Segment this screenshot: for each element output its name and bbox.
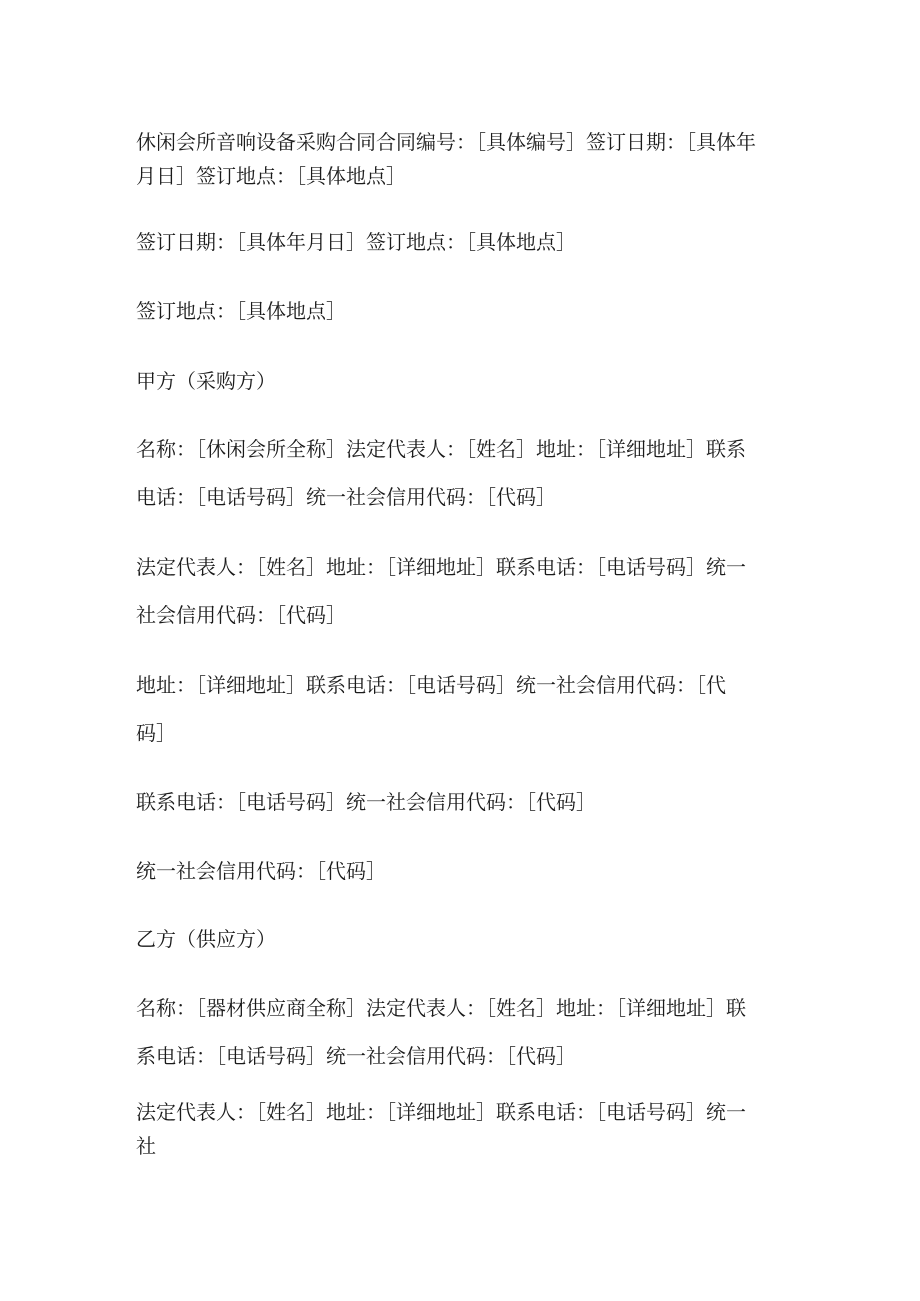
paragraph-party-b-name xyxy=(136,994,784,1070)
paragraph-party-a-name xyxy=(136,435,784,511)
text-line: 社会信用代码：［代码］ xyxy=(136,603,346,627)
paragraph-party-a-phone xyxy=(136,788,784,816)
text-line: 系电话：［电话号码］统一社会信用代码：［代码］ xyxy=(136,1044,576,1068)
text-line: 名称：［休闲会所全称］法定代表人：［姓名］地址：［详细地址］联系 xyxy=(136,437,746,461)
paragraph-title xyxy=(136,128,784,190)
text-line: 法定代表人：［姓名］地址：［详细地址］联系电话：［电话号码］统一 xyxy=(136,555,746,579)
text-line: 统一社会信用代码：［代码］ xyxy=(136,859,386,883)
text-line: 码］ xyxy=(136,721,176,745)
text-line: 地址：［详细地址］联系电话：［电话号码］统一社会信用代码：［代 xyxy=(136,673,726,697)
paragraph-party-a-address xyxy=(136,671,784,747)
paragraph-party-a-credit-code xyxy=(136,857,784,885)
paragraph-sign-place xyxy=(136,297,784,325)
text-line: 法定代表人：［姓名］地址：［详细地址］联系电话：［电话号码］统一 xyxy=(136,1100,746,1124)
text-line: 联系电话：［电话号码］统一社会信用代码：［代码］ xyxy=(136,790,596,814)
text-line: 名称：［器材供应商全称］法定代表人：［姓名］地址：［详细地址］联 xyxy=(136,996,746,1020)
paragraph-party-b-representative xyxy=(136,1098,784,1160)
section-heading-party-b xyxy=(136,925,784,953)
text-line: 签订地点：［具体地点］ xyxy=(136,299,346,323)
section-heading-party-a xyxy=(136,367,784,395)
text-line: 甲方（采购方） xyxy=(136,369,276,393)
text-line: 社 xyxy=(136,1134,156,1158)
text-line: 休闲会所音响设备采购合同合同编号：［具体编号］签订日期：［具体年 xyxy=(136,130,756,154)
text-line: 乙方（供应方） xyxy=(136,927,276,951)
text-line: 签订日期：［具体年月日］签订地点：［具体地点］ xyxy=(136,230,576,254)
paragraph-sign-date xyxy=(136,228,784,256)
text-line: 月日］签订地点：［具体地点］ xyxy=(136,164,406,188)
paragraph-party-a-representative xyxy=(136,553,784,629)
text-line: 电话：［电话号码］统一社会信用代码：［代码］ xyxy=(136,485,556,509)
